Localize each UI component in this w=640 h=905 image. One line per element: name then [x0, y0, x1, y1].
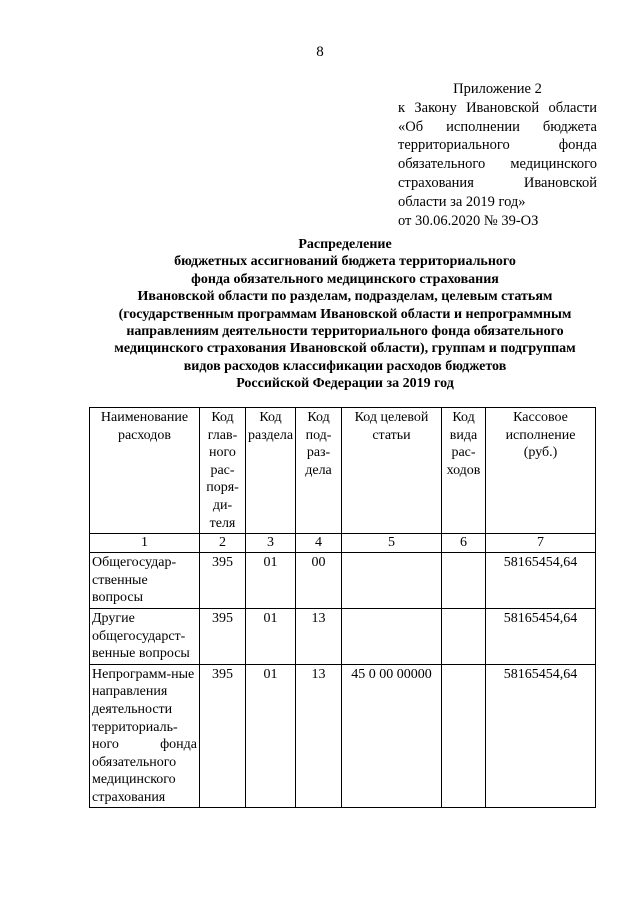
row-kind-code: [442, 608, 486, 664]
page-number: 8: [316, 44, 324, 60]
appendix-date-line: от 30.06.2020 № 39-ОЗ: [398, 212, 539, 229]
row-subsection-code: 13: [296, 664, 342, 808]
heading-line: (государственным программам Ивановской области и непрограммным: [118, 306, 572, 322]
row-name: Непрограмм-ные направления деятельности территориаль-ного фонда обязательного медицинского страхования: [90, 664, 200, 808]
appendix-line: «Об исполнении бюджета: [398, 118, 597, 135]
header-chief-code: Код глав-ного рас-поря-ди-теля: [200, 408, 246, 534]
row-subsection-code: 13: [296, 608, 342, 664]
row-target-code: [342, 608, 442, 664]
table-row: [90, 553, 596, 609]
row-amount: 58165454,64: [486, 608, 596, 664]
row-kind-code: [442, 664, 486, 808]
heading-line: Российской Федерации за 2019 год: [236, 376, 454, 392]
column-number-row: [90, 534, 596, 553]
column-number: 5: [342, 534, 442, 553]
heading-line: Ивановской области по разделам, подразделам, целевым статьям: [137, 289, 553, 305]
heading-line: направлениям деятельности территориального фонда обязательного: [126, 324, 564, 340]
row-amount: 58165454,64: [486, 664, 596, 808]
appendix-line: области за 2019 год»: [398, 193, 526, 210]
column-number: 2: [200, 534, 246, 553]
heading-line: фонда обязательного медицинского страхования: [191, 271, 499, 287]
row-amount: 58165454,64: [486, 553, 596, 609]
column-number: 3: [246, 534, 296, 553]
column-number: 4: [296, 534, 342, 553]
row-chief-code: 395: [200, 664, 246, 808]
row-target-code: 45 0 00 00000: [342, 664, 442, 808]
budget-table: [89, 407, 596, 808]
appendix-line: территориального фонда: [398, 137, 597, 154]
row-name: Общегосудар-ственные вопросы: [90, 553, 200, 609]
appendix-line: обязательного медицинского: [398, 156, 597, 173]
row-target-code: [342, 553, 442, 609]
header-name: Наименование расходов: [90, 408, 200, 534]
row-chief-code: 395: [200, 553, 246, 609]
appendix-block: [398, 80, 597, 230]
appendix-line: к Закону Ивановской области: [398, 99, 597, 116]
row-section-code: 01: [246, 553, 296, 609]
row-chief-code: 395: [200, 608, 246, 664]
column-number: 7: [486, 534, 596, 553]
column-number: 6: [442, 534, 486, 553]
row-section-code: 01: [246, 608, 296, 664]
row-section-code: 01: [246, 664, 296, 808]
appendix-line: страхования Ивановской: [398, 174, 597, 191]
heading-line: медицинского страхования Ивановской области), группам и подгруппам: [114, 341, 576, 357]
table-row: [90, 608, 596, 664]
header-target-code: Код целевой статьи: [342, 408, 442, 534]
heading-line: видов расходов классификации расходов бюджетов: [183, 358, 507, 374]
table-row: [90, 664, 596, 808]
row-kind-code: [442, 553, 486, 609]
row-name: Другие общегосударст-венные вопросы: [90, 608, 200, 664]
heading-line: бюджетных ассигнований бюджета территориального: [174, 254, 516, 270]
heading-line: Распределение: [298, 237, 392, 252]
document-heading: [80, 236, 610, 393]
header-kind-code: Код вида рас-ходов: [442, 408, 486, 534]
header-section-code: Код раздела: [246, 408, 296, 534]
row-subsection-code: 00: [296, 553, 342, 609]
header-subsection-code: Код под-раз-дела: [296, 408, 342, 534]
table-header-row: [90, 408, 596, 534]
column-number: 1: [90, 534, 200, 553]
appendix-title: Приложение 2: [453, 81, 542, 97]
header-amount: Кассовое исполнение (руб.): [486, 408, 596, 534]
